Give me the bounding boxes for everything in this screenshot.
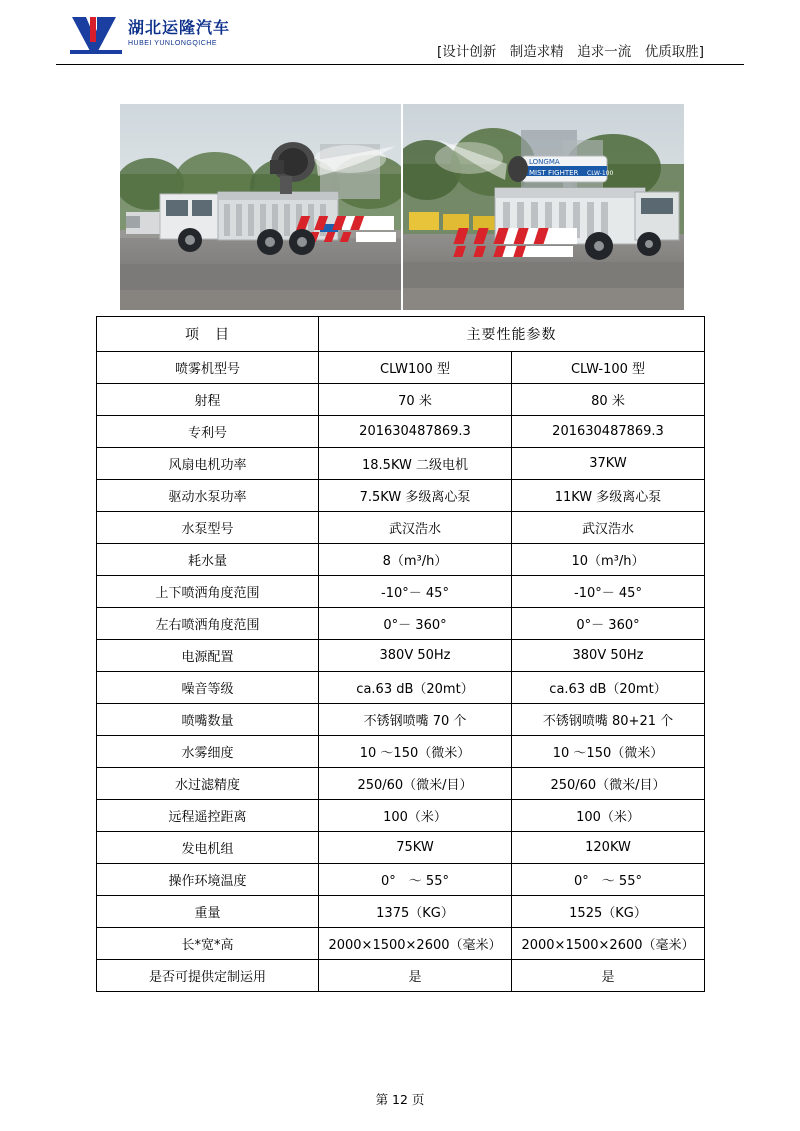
row-value-a: -10°－ 45°	[319, 576, 512, 608]
row-label: 水雾细度	[97, 736, 319, 768]
row-value-a: 201630487869.3	[319, 416, 512, 448]
row-label: 重量	[97, 896, 319, 928]
row-value-a: 8（m³/h）	[319, 544, 512, 576]
table-row	[97, 352, 705, 384]
row-value-b: 80 米	[512, 384, 705, 416]
svg-text:LONGMA: LONGMA	[529, 158, 560, 166]
row-value-a: ca.63 dB（20mt）	[319, 672, 512, 704]
page-header	[0, 0, 800, 72]
svg-text:CLW-100: CLW-100	[587, 170, 614, 177]
row-label: 是否可提供定制运用	[97, 960, 319, 992]
row-value-a: 是	[319, 960, 512, 992]
row-label: 水过滤精度	[97, 768, 319, 800]
table-header-row	[97, 317, 705, 352]
row-value-b: 2000×1500×2600（毫米）	[512, 928, 705, 960]
row-value-a: 0°－ 360°	[319, 608, 512, 640]
row-label: 长*宽*高	[97, 928, 319, 960]
row-value-a: 250/60（微米/目）	[319, 768, 512, 800]
row-value-b: 10（m³/h）	[512, 544, 705, 576]
header-cell-item: 项 目	[97, 317, 319, 352]
row-value-a: 70 米	[319, 384, 512, 416]
row-value-b: 37KW	[512, 448, 705, 480]
row-label: 噪音等级	[97, 672, 319, 704]
logo-text	[128, 20, 230, 47]
row-value-b: 100（米）	[512, 800, 705, 832]
logo-company-name-cn: 湖北运隆汽车	[128, 18, 231, 38]
yunlong-logo-icon	[70, 14, 122, 54]
table-row	[97, 928, 705, 960]
row-label: 上下喷洒角度范围	[97, 576, 319, 608]
row-value-b: 1525（KG）	[512, 896, 705, 928]
row-value-b: 250/60（微米/目）	[512, 768, 705, 800]
row-label: 耗水量	[97, 544, 319, 576]
product-photo-row	[120, 104, 684, 310]
table-row	[97, 544, 705, 576]
row-value-a: 0° ～ 55°	[319, 864, 512, 896]
header-cell-parameters: 主要性能参数	[319, 317, 705, 352]
company-slogan: [设计创新 制造求精 追求一流 优质取胜]	[436, 44, 704, 60]
row-label: 喷嘴数量	[97, 704, 319, 736]
row-value-b: 武汉浩水	[512, 512, 705, 544]
table-row	[97, 704, 705, 736]
table-row	[97, 384, 705, 416]
table-row	[97, 448, 705, 480]
row-label: 水泵型号	[97, 512, 319, 544]
row-value-b: -10°－ 45°	[512, 576, 705, 608]
row-label: 风扇电机功率	[97, 448, 319, 480]
row-value-a: 不锈钢喷嘴 70 个	[319, 704, 512, 736]
table-row	[97, 480, 705, 512]
row-value-a: CLW100 型	[319, 352, 512, 384]
table-row	[97, 736, 705, 768]
table-row	[97, 960, 705, 992]
row-value-b: CLW-100 型	[512, 352, 705, 384]
table-row	[97, 800, 705, 832]
row-value-a: 10 ～150（微米）	[319, 736, 512, 768]
row-value-b: 0°－ 360°	[512, 608, 705, 640]
row-label: 左右喷洒角度范围	[97, 608, 319, 640]
row-value-b: ca.63 dB（20mt）	[512, 672, 705, 704]
table-row	[97, 512, 705, 544]
row-value-a: 1375（KG）	[319, 896, 512, 928]
company-logo	[70, 14, 230, 54]
row-value-b: 120KW	[512, 832, 705, 864]
row-label: 专利号	[97, 416, 319, 448]
row-value-b: 11KW 多级离心泵	[512, 480, 705, 512]
page-footer	[0, 1090, 800, 1108]
table-row	[97, 672, 705, 704]
row-value-b: 不锈钢喷嘴 80+21 个	[512, 704, 705, 736]
row-label: 操作环境温度	[97, 864, 319, 896]
row-label: 射程	[97, 384, 319, 416]
row-label: 驱动水泵功率	[97, 480, 319, 512]
page-number: 第 12 页	[375, 1092, 425, 1107]
table-row	[97, 832, 705, 864]
row-value-a: 75KW	[319, 832, 512, 864]
svg-text:MIST FIGHTER: MIST FIGHTER	[529, 169, 579, 177]
header-divider	[56, 64, 744, 65]
row-value-a: 380V 50Hz	[319, 640, 512, 672]
table-row	[97, 640, 705, 672]
row-value-a: 武汉浩水	[319, 512, 512, 544]
row-label: 喷雾机型号	[97, 352, 319, 384]
row-value-b: 是	[512, 960, 705, 992]
row-value-a: 100（米）	[319, 800, 512, 832]
row-value-b: 201630487869.3	[512, 416, 705, 448]
table-row	[97, 864, 705, 896]
logo-company-name-en: HUBEI YUNLONGQICHE	[128, 40, 217, 48]
row-value-a: 18.5KW 二级电机	[319, 448, 512, 480]
table-row	[97, 608, 705, 640]
table-row	[97, 896, 705, 928]
specification-table	[96, 316, 705, 992]
dust-suppression-truck-rear-view	[403, 104, 684, 310]
row-label: 远程遥控距离	[97, 800, 319, 832]
row-value-b: 0° ～ 55°	[512, 864, 705, 896]
table-body	[97, 317, 705, 992]
table-row	[97, 768, 705, 800]
row-label: 电源配置	[97, 640, 319, 672]
row-value-b: 380V 50Hz	[512, 640, 705, 672]
table-row	[97, 416, 705, 448]
row-label: 发电机组	[97, 832, 319, 864]
row-value-a: 7.5KW 多级离心泵	[319, 480, 512, 512]
dust-suppression-truck-front-view	[120, 104, 401, 310]
row-value-a: 2000×1500×2600（毫米）	[319, 928, 512, 960]
table-row	[97, 576, 705, 608]
row-value-b: 10 ～150（微米）	[512, 736, 705, 768]
